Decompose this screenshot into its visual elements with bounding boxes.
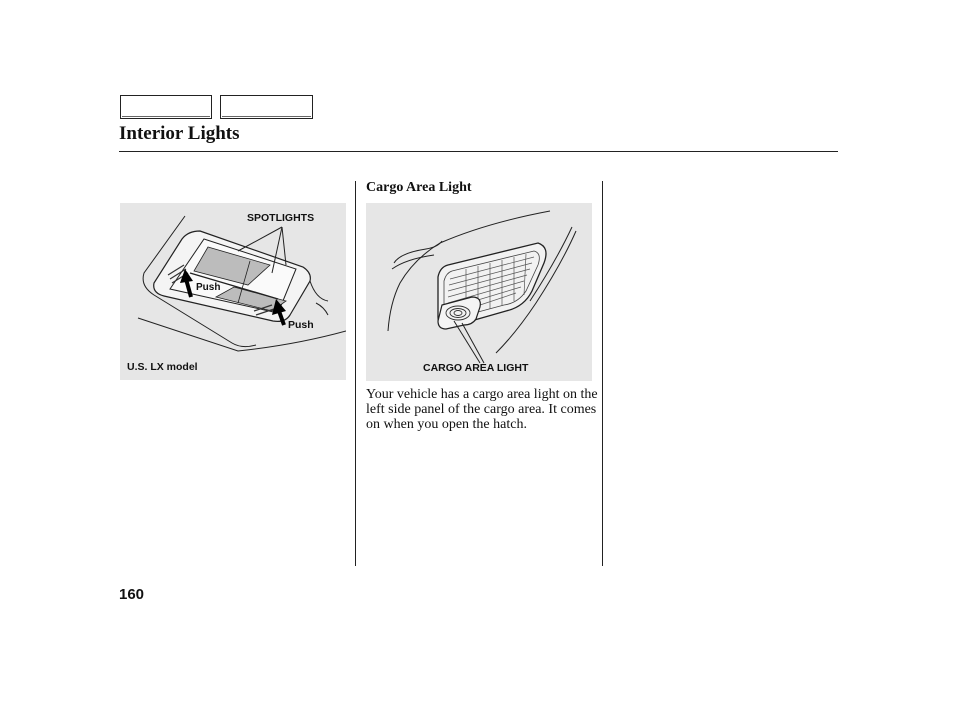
model-label: U.S. LX model xyxy=(127,361,198,373)
cargo-light-drawing xyxy=(366,203,592,381)
index-button[interactable] xyxy=(220,95,313,119)
push-label-right: Push xyxy=(288,319,314,331)
spotlights-illustration xyxy=(120,203,346,380)
column-divider-right xyxy=(602,181,603,566)
spotlights-drawing xyxy=(120,203,346,380)
page-title: Interior Lights xyxy=(119,123,240,144)
main-menu-button[interactable] xyxy=(120,95,212,119)
column-divider-left xyxy=(355,181,356,566)
title-rule xyxy=(119,151,838,152)
push-label-left: Push xyxy=(196,282,221,293)
cargo-light-heading: Cargo Area Light xyxy=(366,180,472,195)
cargo-light-description: Your vehicle has a cargo area light on the left side panel of the cargo area. It comes on when you open the hatch. xyxy=(366,387,598,432)
spotlights-label: SPOTLIGHTS xyxy=(247,212,315,224)
page-number: 160 xyxy=(119,586,145,603)
cargo-light-illustration xyxy=(366,203,592,381)
cargo-light-label: CARGO AREA LIGHT xyxy=(423,362,529,374)
